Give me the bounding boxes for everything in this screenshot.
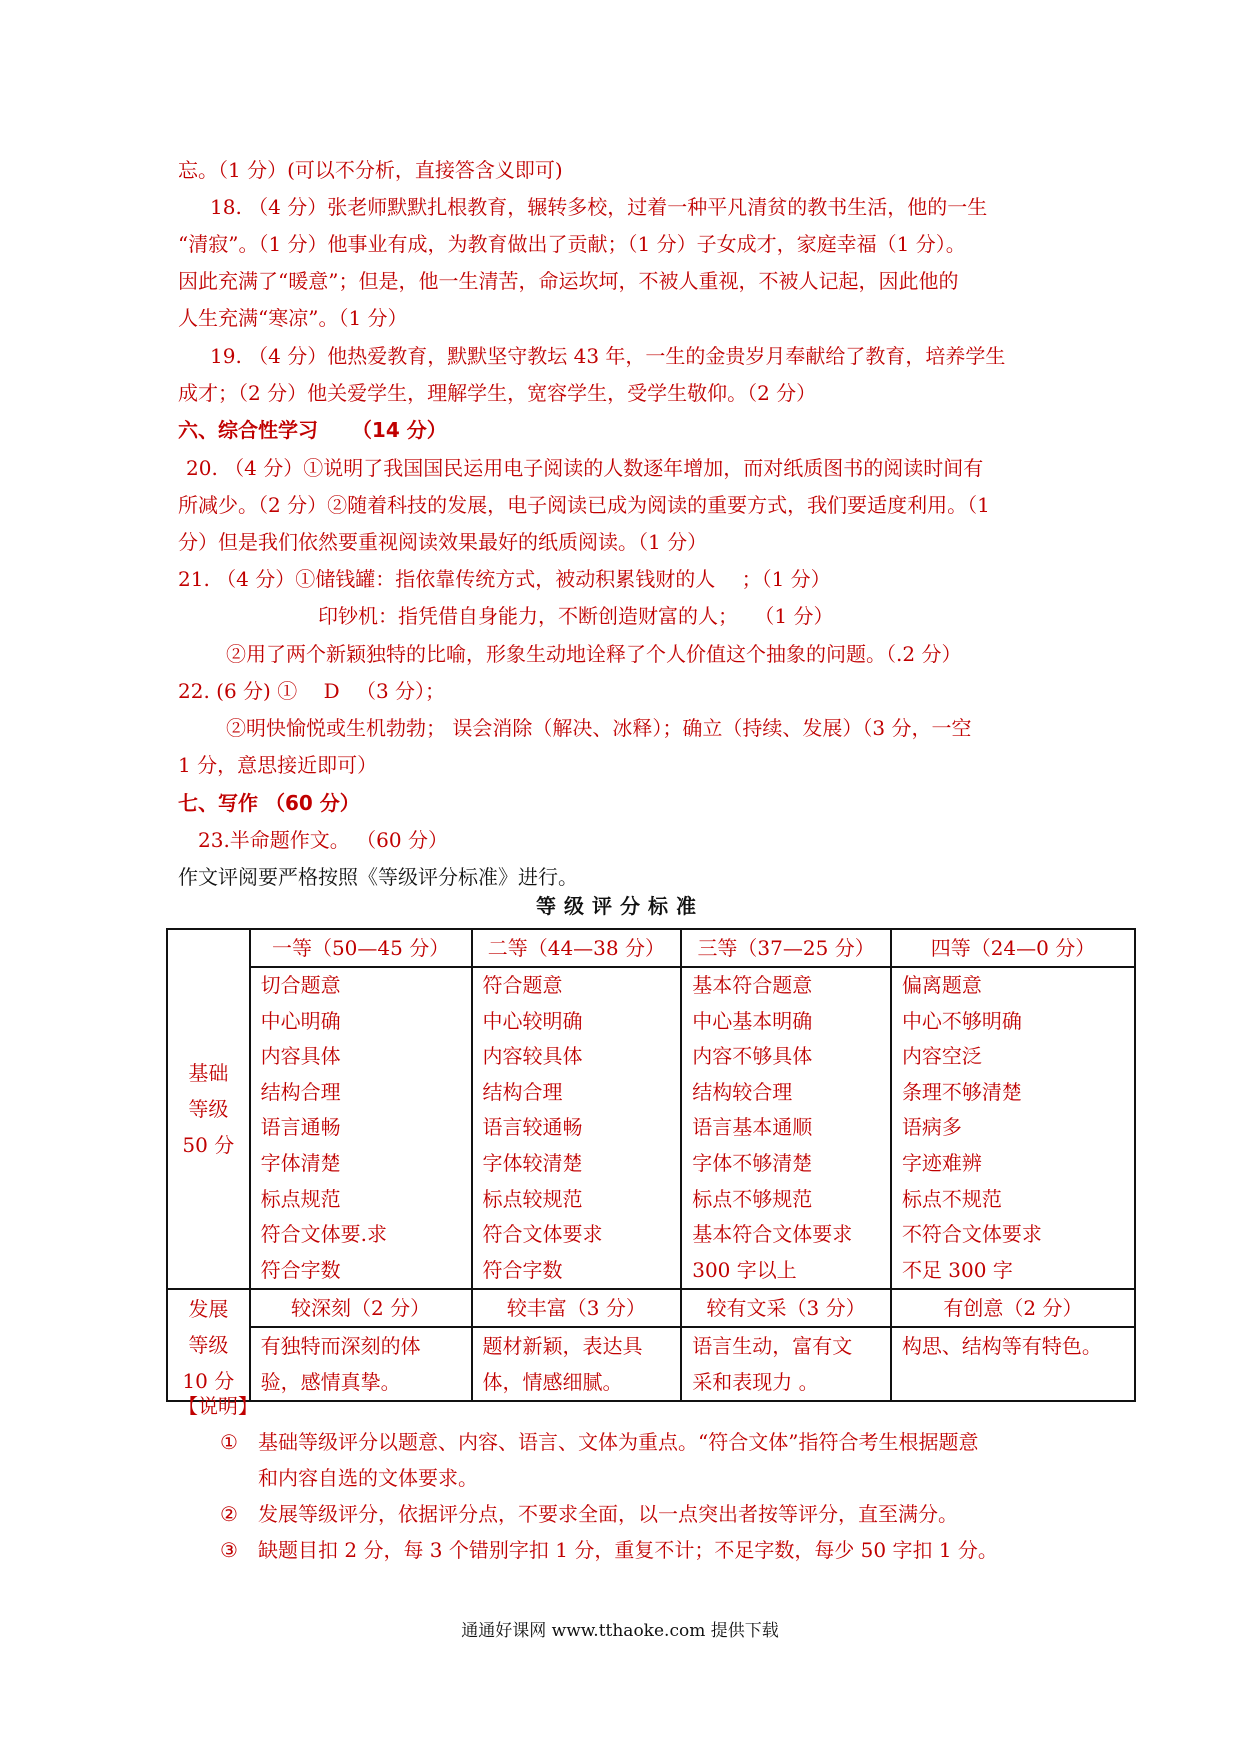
answer-20-line-1: 20. （4 分）①说明了我国国民运用电子阅读的人数逐年增加，而对纸质图书的阅读时间有 — [186, 456, 984, 480]
dev-desc-fourth — [891, 1327, 1135, 1401]
basic-label-line: 等级 — [188, 1097, 229, 1122]
basic-label-line: 50 分 — [182, 1133, 235, 1158]
table-cell-line: 基本符合题意 — [692, 973, 813, 997]
note-mark-3: ③ — [220, 1538, 238, 1562]
grade-header-fourth: 四等（24—0 分） — [891, 929, 1135, 967]
dev-label-line: 等级 — [188, 1333, 229, 1358]
answer-22-line-2: ②明快愉悦或生机勃勃； 误会消除（解决、冰释）；确立（持续、发展）（3 分，一空 — [226, 716, 972, 740]
basic-label-line: 基础 — [188, 1061, 229, 1086]
answer-line-17-tail: 忘。（1 分）(可以不分析，直接答含义即可) — [178, 158, 563, 182]
basic-criteria-row — [167, 967, 1135, 1289]
basic-criteria-first — [250, 967, 472, 1289]
grade-header-third: 三等（37—25 分） — [681, 929, 891, 967]
dev-label-line: 发展 — [188, 1297, 229, 1322]
table-cell-line: 语言生动，富有文 — [692, 1334, 853, 1359]
table-cell-line: 字迹难辨 — [901, 1150, 982, 1175]
answer-23-line-1: 23.半命题作文。 （60 分） — [198, 828, 448, 852]
answer-18-line-1: 18. （4 分）张老师默默扎根教育，辗转多校，过着一种平凡清贫的教书生活，他的一生 — [210, 195, 988, 219]
table-cell-line: 采和表现力 。 — [692, 1370, 819, 1395]
table-cell-line: 基本符合文体要求 — [692, 1222, 853, 1247]
table-cell-line: 字体较清楚 — [482, 1150, 583, 1175]
note-1-line-2: 和内容自选的文体要求。 — [258, 1466, 478, 1490]
table-cell-line: 构思、结构等有特色。 — [901, 1334, 1102, 1359]
table-cell-line: 标点不规范 — [901, 1186, 1002, 1211]
grading-instruction: 作文评阅要严格按照《等级评分标准》进行。 — [178, 865, 578, 889]
table-cell-line: 内容较具体 — [482, 1044, 583, 1069]
answer-18-line-2: “清寂”。（1 分）他事业有成，为教育做出了贡献；（1 分）子女成才，家庭幸福（1 分）。 — [178, 232, 966, 256]
basic-criteria-second — [472, 967, 682, 1289]
table-cell-line: 符合题意 — [482, 973, 563, 997]
table-cell-line: 条理不够清楚 — [901, 1079, 1022, 1104]
grading-table-title: 等级评分标准 — [536, 894, 704, 918]
table-cell-line: 标点规范 — [260, 1186, 341, 1211]
table-cell-line: 字体清楚 — [260, 1150, 341, 1175]
table-cell-line: 标点较规范 — [482, 1186, 583, 1211]
table-cell-line: 中心较明确 — [482, 1008, 583, 1033]
answer-22-line-1: 22. (6 分) ① D （3 分）； — [178, 679, 446, 703]
note-mark-2: ② — [220, 1502, 238, 1526]
table-cell-line: 验，感情真挚。 — [260, 1370, 401, 1395]
dev-header-second: 较丰富（3 分） — [472, 1289, 682, 1327]
note-1-line-1: 基础等级评分以题意、内容、语言、文体为重点。“符合文体”指符合考生根据题意 — [258, 1430, 979, 1454]
grading-table — [166, 928, 1136, 1402]
table-cell-line: 内容具体 — [260, 1044, 341, 1069]
basic-criteria-third — [681, 967, 891, 1289]
basic-level-label — [167, 929, 250, 1289]
table-cell-line: 符合字数 — [482, 1257, 563, 1282]
dev-desc-first — [250, 1327, 472, 1401]
table-cell-line: 结构合理 — [260, 1079, 341, 1104]
answer-18-line-3: 因此充满了“暖意”；但是，他一生清苦，命运坎坷，不被人重视，不被人记起，因此他的 — [178, 269, 959, 293]
note-3-line-1: 缺题目扣 2 分，每 3 个错别字扣 1 分，重复不计；不足字数，每少 50 字扣 1 分。 — [258, 1538, 998, 1562]
notes-heading: 【说明】 — [178, 1394, 258, 1418]
table-cell-line: 标点不够规范 — [692, 1186, 813, 1211]
table-cell-line: 语言基本通顺 — [692, 1115, 813, 1140]
table-cell-line: 内容不够具体 — [692, 1044, 813, 1069]
section-heading-seven: 七、写作 （60 分） — [178, 791, 360, 815]
table-cell-line: 体，情感细腻。 — [482, 1370, 623, 1395]
dev-header-fourth: 有创意（2 分） — [891, 1289, 1135, 1327]
footer-source: 通通好课网 www.tthaoke.com 提供下载 — [461, 1621, 779, 1641]
table-cell-line: 偏离题意 — [901, 973, 982, 997]
development-header-row — [167, 1289, 1135, 1327]
answer-21-line-1: 21. （4 分）①储钱罐：指依靠传统方式，被动积累钱财的人 ；（1 分） — [178, 567, 831, 591]
table-cell-line: 语病多 — [901, 1115, 962, 1140]
table-cell-line: 符合字数 — [260, 1257, 341, 1282]
answer-21-line-3: ②用了两个新颖独特的比喻，形象生动地诠释了个人价值这个抽象的问题。（.2 分） — [226, 642, 962, 666]
table-cell-line: 题材新颖，表达具 — [482, 1334, 643, 1359]
table-cell-line: 中心明确 — [260, 1008, 341, 1033]
table-cell-line: 不符合文体要求 — [901, 1222, 1042, 1247]
table-cell-line: 不足 300 字 — [901, 1257, 1013, 1282]
table-cell-line: 300 字以上 — [692, 1257, 797, 1282]
table-cell-line: 有独特而深刻的体 — [260, 1334, 421, 1359]
dev-header-first: 较深刻（2 分） — [250, 1289, 472, 1327]
dev-header-third: 较有文采（3 分） — [681, 1289, 891, 1327]
answer-22-line-3: 1 分，意思接近即可） — [178, 753, 378, 777]
table-cell-line: 结构较合理 — [692, 1079, 793, 1104]
answer-19-line-1: 19. （4 分）他热爱教育，默默坚守教坛 43 年，一生的金贵岁月奉献给了教育，培养学生 — [210, 344, 1006, 368]
table-cell-line: 中心基本明确 — [692, 1008, 813, 1033]
answer-20-line-2: 所减少。（2 分）②随着科技的发展，电子阅读已成为阅读的重要方式，我们要适度利用。（1 — [178, 493, 990, 517]
dev-desc-third — [681, 1327, 891, 1401]
table-cell-line: 语言通畅 — [260, 1115, 341, 1140]
note-2-line-1: 发展等级评分，依据评分点，不要求全面，以一点突出者按等评分，直至满分。 — [258, 1502, 958, 1526]
table-cell-line: 语言较通畅 — [482, 1115, 583, 1140]
table-cell-line: 结构合理 — [482, 1079, 563, 1104]
dev-desc-second — [472, 1327, 682, 1401]
table-header-row — [167, 929, 1135, 967]
table-cell-line: 符合文体要求 — [482, 1222, 603, 1247]
basic-criteria-fourth — [891, 967, 1135, 1289]
development-level-label — [167, 1289, 250, 1401]
table-cell-line: 内容空泛 — [901, 1044, 982, 1069]
dev-label-line: 10 分 — [182, 1369, 235, 1394]
section-heading-six: 六、综合性学习 （14 分） — [178, 418, 447, 442]
note-mark-1: ① — [220, 1430, 238, 1454]
grade-header-second: 二等（44—38 分） — [472, 929, 682, 967]
table-cell-line: 切合题意 — [260, 973, 341, 997]
answer-18-line-4: 人生充满“寒凉”。（1 分） — [178, 306, 408, 330]
table-cell-line: 字体不够清楚 — [692, 1150, 813, 1175]
table-cell-line: 中心不够明确 — [901, 1008, 1022, 1033]
answer-19-line-2: 成才；（2 分）他关爱学生，理解学生，宽容学生，受学生敬仰。（2 分） — [178, 381, 817, 405]
grade-header-first: 一等（50—45 分） — [250, 929, 472, 967]
development-desc-row — [167, 1327, 1135, 1401]
answer-21-line-2: 印钞机：指凭借自身能力，不断创造财富的人； （1 分） — [318, 604, 834, 628]
table-cell-line: 符合文体要.求 — [260, 1222, 388, 1247]
answer-20-line-3: 分）但是我们依然要重视阅读效果最好的纸质阅读。（1 分） — [178, 530, 708, 554]
